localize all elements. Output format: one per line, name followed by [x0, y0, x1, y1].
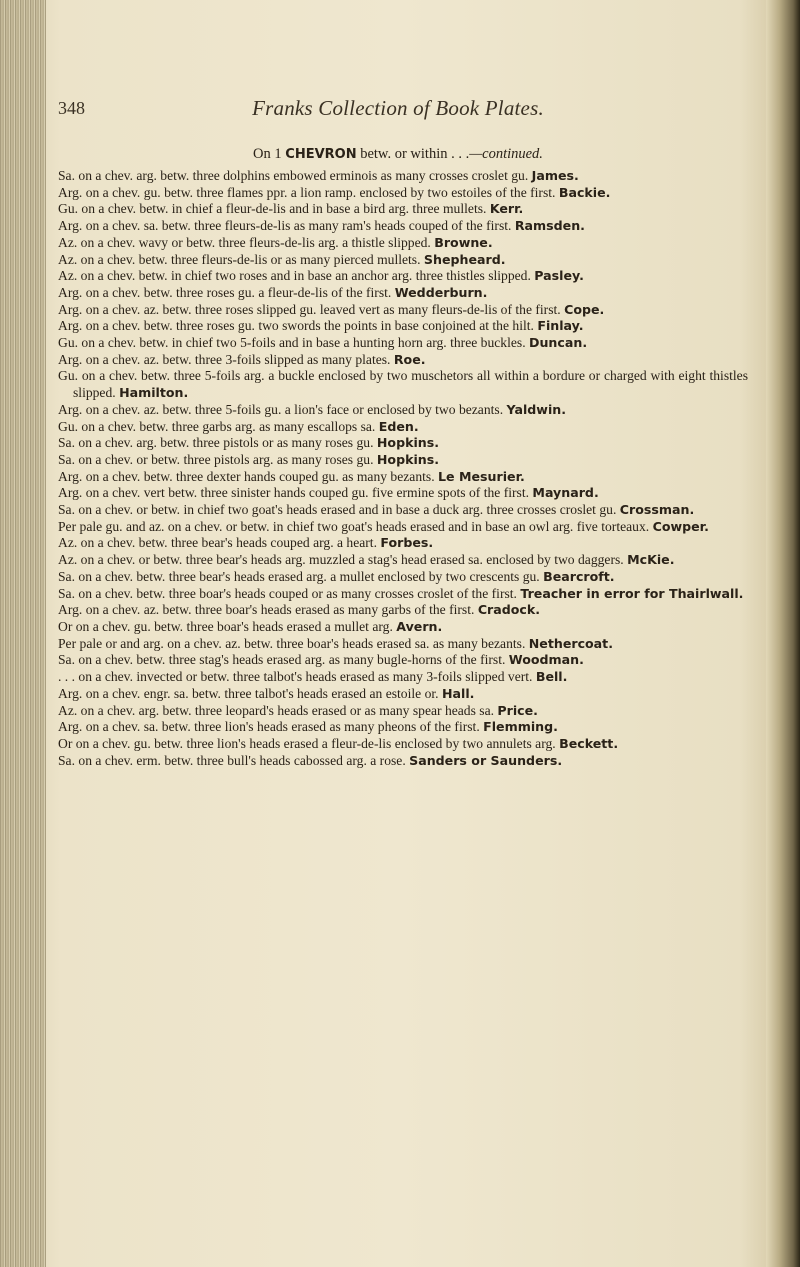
blazon-text: Arg. on a chev. betw. three roses gu. two swords the points in base conjoined at the hilt. [58, 318, 534, 334]
blazon-entry [58, 736, 748, 753]
blazon-text: Or on a chev. gu. betw. three lion's heads erased a fleur-de-lis enclosed by two annulets arg. [58, 735, 556, 751]
blazon-entry [58, 218, 748, 235]
heading-middle: betw. or within . . . [356, 146, 470, 162]
running-title: Franks Collection of Book Plates. [252, 96, 544, 120]
owner-name: Yaldwin. [506, 401, 567, 417]
blazon-entry [58, 201, 748, 218]
blazon-entry [58, 235, 748, 252]
blazon-entry [58, 469, 748, 486]
page-number: 348 [58, 98, 85, 118]
blazon-entry [58, 519, 748, 536]
blazon-text: Arg. on a chev. sa. betw. three fleurs-de-lis as many ram's heads couped of the first. [58, 218, 512, 234]
blazon-text: Per pale or and arg. on a chev. az. betw. three boar's heads erased sa. as many bezants. [58, 635, 526, 651]
blazon-entry [58, 335, 748, 352]
blazon-entry [58, 435, 748, 452]
blazon-entry [58, 252, 748, 269]
owner-name: Le Mesurier. [438, 468, 525, 484]
blazon-entry [58, 352, 748, 369]
blazon-text: Sa. on a chev. betw. three bear's heads erased arg. a mullet enclosed by two crescents gu. [58, 568, 540, 584]
owner-name: Beckett. [559, 735, 619, 751]
blazon-entry [58, 452, 748, 469]
blazon-text: Sa. on a chev. betw. three boar's heads couped or as many crosses croslet of the first. [58, 585, 517, 601]
blazon-entry [58, 502, 748, 519]
blazon-text: Gu. on a chev. betw. in chief two 5-foils and in base a hunting horn arg. three buckles. [58, 335, 526, 351]
owner-name: Hall. [441, 685, 475, 701]
blazon-entry [58, 368, 748, 401]
heading-continued: —continued. [469, 146, 543, 162]
blazon-text: Arg. on a chev. engr. sa. betw. three talbot's heads erased an estoile or. [58, 685, 439, 701]
owner-name: Eden. [378, 418, 419, 434]
blazon-text: Az. on a chev. betw. three fleurs-de-lis or as many pierced mullets. [58, 251, 421, 267]
blazon-entry [58, 753, 748, 770]
owner-name: Crossman. [619, 502, 695, 518]
blazon-text: Arg. on a chev. betw. three dexter hands couped gu. as many bezants. [58, 468, 435, 484]
book-binding [0, 0, 46, 1267]
blazon-entry [58, 619, 748, 636]
blazon-text: Sa. on a chev. erm. betw. three bull's heads cabossed arg. a rose. [58, 752, 406, 768]
blazon-text: Gu. on a chev. betw. in chief a fleur-de-lis and in base a bird arg. three mullets. [58, 201, 487, 217]
owner-name: Cradock. [477, 602, 541, 618]
blazon-text: Or on a chev. gu. betw. three boar's heads erased a mullet arg. [58, 618, 393, 634]
blazon-entry [58, 402, 748, 419]
blazon-text: Az. on a chev. or betw. three bear's heads arg. muzzled a stag's head erased sa. enclosed by two daggers. [58, 552, 624, 568]
owner-name: Sanders or Saunders. [409, 752, 563, 768]
blazon-text: Sa. on a chev. arg. betw. three dolphins embowed erminois as many crosses croslet gu. [58, 168, 529, 183]
owner-name: Bell. [535, 669, 568, 685]
owner-name: Backie. [558, 184, 611, 200]
blazon-text: Sa. on a chev. betw. three stag's heads erased arg. as many bugle-horns of the first. [58, 652, 506, 668]
blazon-entry [58, 703, 748, 720]
owner-name: Treacher in error for Thairlwall. [520, 585, 744, 601]
blazon-text: . . . on a chev. invected or betw. three talbot's heads erased as many 3-foils slipped vert. [58, 669, 533, 685]
blazon-entry [58, 569, 748, 586]
blazon-text: Az. on a chev. betw. three bear's heads couped arg. a heart. [58, 535, 377, 551]
blazon-entry [58, 636, 748, 653]
blazon-entry [58, 602, 748, 619]
blazon-text: Sa. on a chev. or betw. in chief two goat's heads erased and in base a duck arg. three crosses croslet gu. [58, 502, 617, 518]
heading-prefix: On 1 [253, 146, 286, 162]
blazon-text: Az. on a chev. betw. in chief two roses and in base an anchor arg. three thistles slipped. [58, 268, 531, 284]
page-edge-shadow [766, 0, 800, 1267]
blazon-entry [58, 669, 748, 686]
blazon-text: Arg. on a chev. az. betw. three 5-foils gu. a lion's face or enclosed by two bezants. [58, 401, 504, 417]
blazon-text: Arg. on a chev. vert betw. three sinister hands couped gu. five ermine spots of the first. [58, 485, 529, 501]
blazon-entry [58, 268, 748, 285]
owner-name: Roe. [393, 351, 426, 367]
owner-name: Cowper. [652, 518, 709, 534]
blazon-entry [58, 586, 748, 603]
heading-keyword: CHEVRON [285, 147, 357, 162]
blazon-entry [58, 419, 748, 436]
owner-name: Maynard. [532, 485, 599, 501]
blazon-text: Per pale gu. and az. on a chev. or betw. in chief two goat's heads erased and in base an owl arg. five torteaux. [58, 518, 650, 534]
blazon-text: Sa. on a chev. or betw. three pistols arg. as many roses gu. [58, 451, 374, 467]
owner-name: Avern. [396, 618, 443, 634]
owner-name: Kerr. [489, 201, 524, 217]
blazon-entry [58, 302, 748, 319]
owner-name: Hamilton. [119, 385, 189, 401]
blazon-text: Gu. on a chev. betw. three 5-foils arg. a buckle enclosed by two muschetors all within a bordure or charged with eight thistles slipped. [58, 368, 748, 401]
owner-name: Woodman. [508, 652, 584, 668]
blazon-text: Arg. on a chev. gu. betw. three flames ppr. a lion ramp. enclosed by two estoiles of the first. [58, 184, 556, 200]
blazon-entry [58, 652, 748, 669]
owner-name: Bearcroft. [543, 568, 615, 584]
owner-name: James. [531, 168, 579, 183]
blazon-entry [58, 285, 748, 302]
blazon-text: Arg. on a chev. az. betw. three roses slipped gu. leaved vert as many fleurs-de-lis of the first. [58, 301, 561, 317]
blazon-text: Arg. on a chev. az. betw. three boar's heads erased as many garbs of the first. [58, 602, 475, 618]
blazon-text: Sa. on a chev. arg. betw. three pistols or as many roses gu. [58, 435, 374, 451]
owner-name: Browne. [434, 234, 493, 250]
owner-name: Cope. [564, 301, 605, 317]
owner-name: Duncan. [529, 335, 588, 351]
blazon-entry [58, 686, 748, 703]
blazon-entry [58, 318, 748, 335]
owner-name: Wedderburn. [394, 284, 488, 300]
owner-name: Hopkins. [376, 451, 440, 467]
blazon-text: Gu. on a chev. betw. three garbs arg. as many escallops sa. [58, 418, 376, 434]
entry-list [58, 168, 748, 769]
owner-name: Forbes. [380, 535, 434, 551]
owner-name: Finlay. [537, 318, 584, 334]
owner-name: Pasley. [534, 268, 584, 284]
owner-name: Hopkins. [376, 435, 440, 451]
blazon-entry [58, 168, 748, 185]
owner-name: Shepheard. [423, 251, 506, 267]
blazon-text: Arg. on a chev. betw. three roses gu. a fleur-de-lis of the first. [58, 284, 392, 300]
owner-name: Nethercoat. [528, 635, 613, 651]
blazon-text: Az. on a chev. wavy or betw. three fleurs-de-lis arg. a thistle slipped. [58, 234, 431, 250]
page-header [58, 96, 738, 126]
blazon-entry [58, 719, 748, 736]
owner-name: Ramsden. [514, 218, 585, 234]
owner-name: Price. [497, 702, 538, 718]
blazon-text: Arg. on a chev. sa. betw. three lion's heads erased as many pheons of the first. [58, 719, 480, 735]
section-heading [58, 146, 738, 163]
blazon-entry [58, 485, 748, 502]
blazon-entry [58, 552, 748, 569]
blazon-text: Arg. on a chev. az. betw. three 3-foils slipped as many plates. [58, 351, 391, 367]
blazon-entry [58, 185, 748, 202]
blazon-entry [58, 535, 748, 552]
owner-name: Flemming. [483, 719, 558, 735]
blazon-text: Az. on a chev. arg. betw. three leopard's heads erased or as many spear heads sa. [58, 702, 495, 718]
owner-name: McKie. [627, 552, 675, 568]
